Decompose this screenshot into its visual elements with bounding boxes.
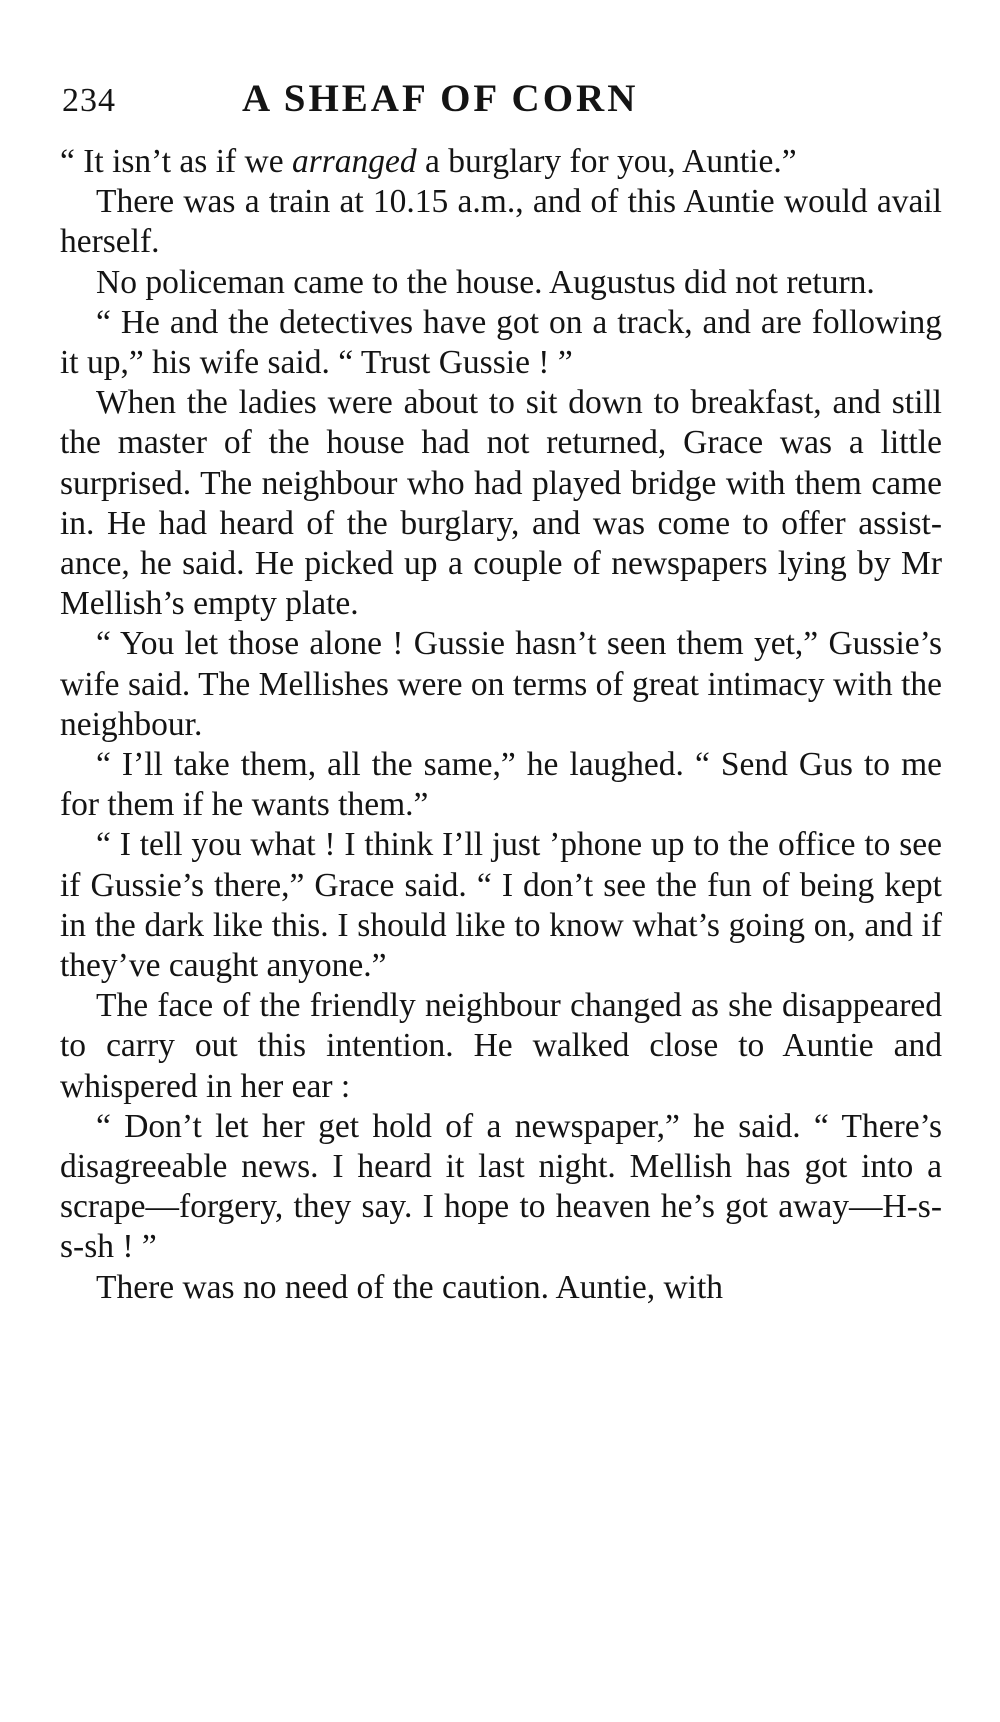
running-title: A SHEAF OF CORN [242, 77, 639, 120]
paragraph-text-after: a burglary for you, Auntie.” [416, 143, 797, 180]
paragraph: The face of the friendly neighbour changed as she disappeared to carry out this intention. He walked close to Auntie and whispered in her ear : [60, 987, 942, 1105]
page-header [62, 72, 942, 132]
body-text [60, 142, 942, 1308]
paragraph: “ He and the detectives have got on a track, and are following it up,” his wife said. “ Trust Gussie ! ” [60, 303, 942, 382]
paragraph [60, 142, 942, 182]
emphasized-word: arranged [291, 143, 417, 180]
paragraph: When the ladies were about to sit down to breakfast, and still the master of the house had not returned, Grace was a little surprised. The neighbour who had played bridge with them came in. He had heard of the burglary, and was come to offer assistance, he said. He picked up a couple of newspapers lying by Mr Mellish’s empty plate. [60, 384, 942, 623]
page-number: 234 [62, 82, 116, 119]
paragraph: “ I’ll take them, all the same,” he laughed. “ Send Gus to me for them if he wants them.” [60, 746, 942, 824]
paragraph: There was no need of the caution. Auntie, with [96, 1268, 724, 1306]
paragraph: “ I tell you what ! I think I’ll just ’phone up to the office to see if Gussie’s there,” Grace said. “ I don’t see the fun of being kept in the dark like this. I should like to know what’s going on, and if they’ve caught anyone.” [60, 826, 942, 985]
paragraph: No policeman came to the house. Augustus did not return. [96, 263, 875, 301]
paragraph: “ Don’t let her get hold of a newspaper,” he said. “ There’s disagreeable news. I heard it last night. Mellish has got into a scrape—forgery, they say. I hope to heaven he’s got away—H-s-s-sh ! ” [60, 1107, 942, 1266]
paragraph: There was a train at 10.15 a.m., and of this Auntie would avail herself. [60, 183, 942, 261]
paragraph-text-before: “ It isn’t as if we [60, 143, 292, 180]
paragraph: “ You let those alone ! Gussie hasn’t seen them yet,” Gussie’s wife said. The Mellishes were on terms of great intimacy with the neighbour. [60, 625, 942, 743]
